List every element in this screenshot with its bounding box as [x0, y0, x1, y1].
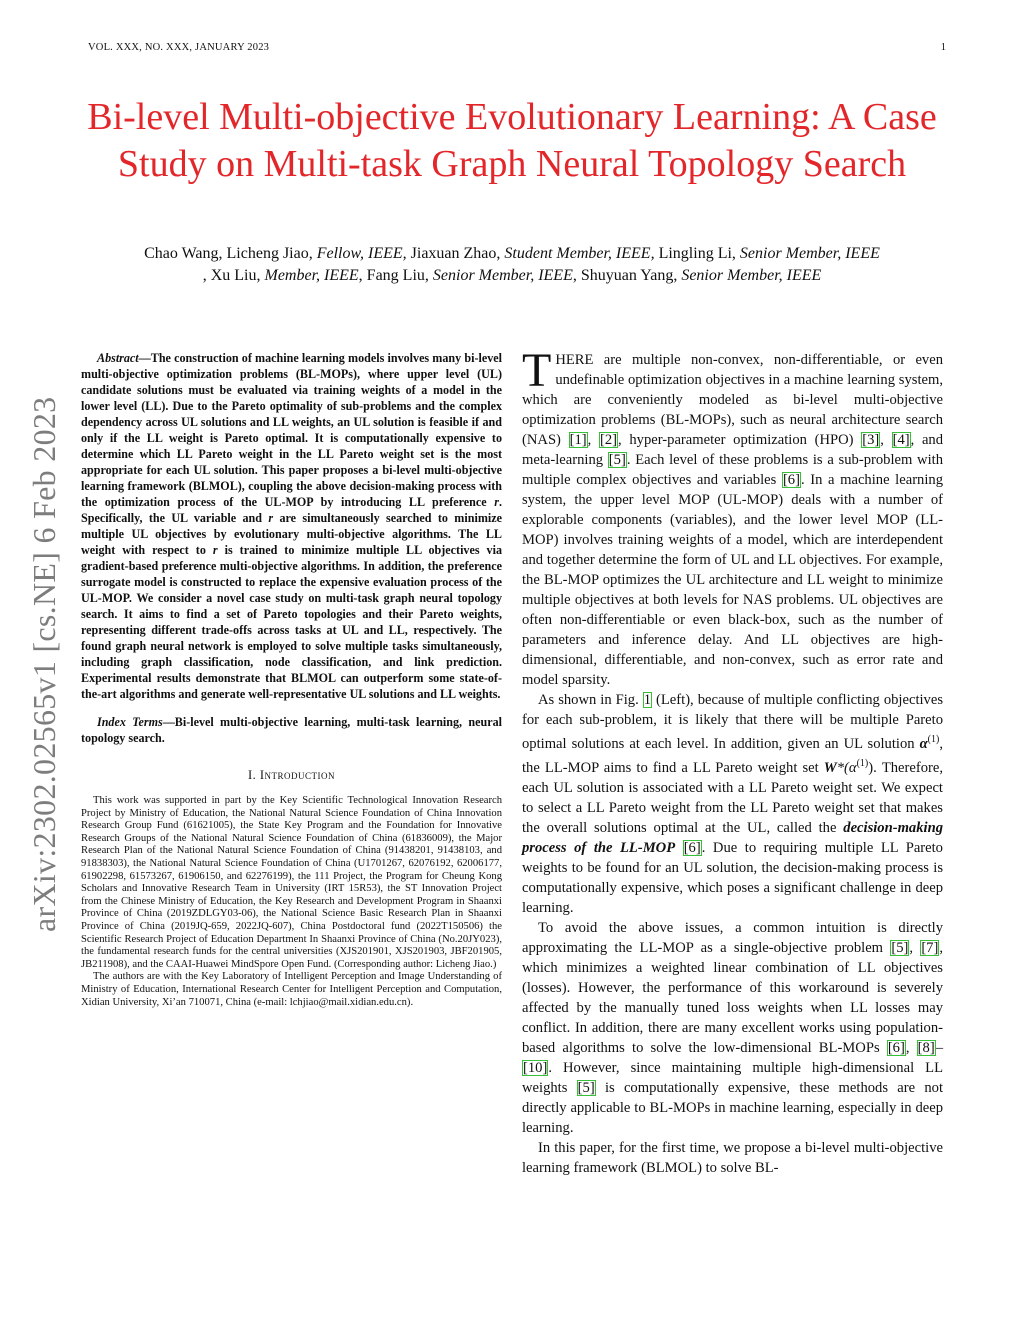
citation-link[interactable]: [5]	[891, 939, 909, 956]
intro-paragraph	[522, 918, 943, 1138]
text-run: , and meta-learning	[522, 432, 944, 468]
abstract	[81, 350, 502, 702]
text-run: . Each level of these problems is a sub-problem with multiple complex objectives and variables	[522, 452, 944, 488]
journal-header: VOL. XXX, NO. XXX, JANUARY 2023	[88, 42, 270, 53]
text-run: ,	[909, 939, 921, 956]
author-role: Senior Member, IEEE	[432, 267, 573, 284]
author-role: Senior Member, IEEE	[739, 245, 880, 262]
section-heading: I. Introduction	[247, 768, 336, 782]
paper-title: Bi-level Multi-objective Evolutionary Learning: A Case Study on Multi-task Graph Neural Topology Search	[87, 96, 937, 185]
author-text: Chao Wang, Licheng Jiao,	[144, 245, 317, 262]
author-list	[70, 243, 954, 287]
author-role: Member, IEEE	[264, 267, 359, 284]
math-W: W	[823, 759, 837, 776]
index-terms-label: Index Terms	[97, 715, 163, 729]
citation-link[interactable]: [8]	[917, 1039, 935, 1056]
emphasis: decision-making process of the LL-MOP	[522, 819, 943, 856]
right-column	[522, 344, 944, 1178]
citation-link[interactable]: [1]	[569, 432, 587, 448]
citation-link[interactable]: [3]	[862, 432, 880, 448]
author-role: Fellow, IEEE,	[316, 245, 407, 262]
text-run: To avoid the above issues, a common intuition is directly approximating the LL-MOP as a single-objective problem	[522, 919, 943, 956]
citation-link[interactable]: [4]	[892, 432, 910, 448]
figure-link[interactable]: 1	[643, 692, 652, 708]
text-run: . Due to requiring multiple LL Pareto weights to be found for an UL solution, the decision-making process is computationally expensive, which poses a significant challenge in deep learning.	[522, 839, 943, 916]
citation-link[interactable]: [5]	[577, 1079, 595, 1096]
math-r: r	[212, 543, 218, 557]
text-run: . Therefore, each UL solution is associated with a LL Pareto weight set. We expect to select a LL Pareto weight from the LL Pareto weight set that makes the overall solutions optimal at the UL, called the	[522, 759, 943, 836]
text-run: are multiple non-convex, non-differentiable, or even undefinable optimization objectives in a machine learning system, which are conveniently modeled as bi-level multi-objective optimization problems (BL-MOPs), such as neural architecture search (NAS)	[522, 352, 943, 448]
math-expression: *(α	[836, 759, 857, 776]
arxiv-stamp	[0, 0, 62, 932]
intro-paragraph	[522, 690, 943, 918]
abstract-text: —The construction of machine learning models involves many bi-level multi-objective optimization problems (BL-MOPs), where upper level (UL) candidate solutions must be evaluated via training weights of a model in the lower level (LL). Due to the Pareto optimality of sub-problems and the complex dependency across UL solutions and LL weights, an UL solution is feasible if and only if the LL weight is Pareto optimal. It is computationally expensive to determine which LL Pareto weight in the LL Pareto weight set is the most appropriate for each UL solution. This paper proposes a bi-level multi-objective learning framework (BLMOL), coupling the above decision-making process with the optimization process of the UL-MOP by introducing LL preference	[81, 351, 502, 509]
author-text: Jiaxuan Zhao,	[406, 245, 505, 262]
funding-footnote: This work was supported in part by the Key Scientific Technological Innovation Research Project by Ministry of Education, the National Natural Science Foundation of China Innovation Research Group Fund (61621005), the State Key Program and the Foundation for Innovative Research Groups of the National Natural Science Foundation of China (61836009), the Major Research Plan of the National Natural Science Foundation of China (91438201, 91438103, and 91838303), the National Natural Science Foundation of China (U1701267, 62076192, 62006177, 61902298, 61573267, 61906150, and 62276199), the 111 Project, the Program for Cheung Kong Scholars and Innovative Research Team in University (IRT 15R53), the ST Innovation Project from the Chinese Ministry of Education, the Key Research and Development Program in Shaanxi Province of China (2019ZDLGY03-06), the National Science Basic Research Plan in Shaanxi Province of China (2019JQ-659, 2022JQ-607), China Postdoctoral fund (2022T150506) the Scientific Research Project of Education Department In Shaanxi Province of China (No.20JY023), the fundamental research funds for the central universities (XJS201901, XJS201903, JBF201905, JB211908), and the CAAI-Huawei MindSpore Open Fund. (Corresponding author: Licheng Jiao.)	[81, 795, 502, 970]
abstract-text: is trained to minimize multiple LL objectives via gradient-based preference multi-objective algorithms. In addition, the preference surrogate model is constructed to replace the expensive evaluation process of the UL-MOP. We consider a novel case study on multi-task graph neural topology search. It aims to find a set of Pareto topologies and their Pareto weights, representing different trade-offs across tasks at UL and LL, respectively. The found graph neural network is employed to solve multiple tasks simultaneously, including graph classification, node classification, and link prediction. Experimental results demonstrate that BLMOL can outperform some state-of-the-art algorithms and generate well-representative UL solutions and LL weights.	[81, 543, 502, 701]
citation-link[interactable]: [6]	[887, 1039, 905, 1056]
left-column	[81, 350, 502, 1009]
page-number: 1	[940, 42, 946, 53]
text-run	[675, 840, 683, 856]
author-text: , Fang Liu,	[358, 267, 433, 284]
text-run: In this paper, for the first time, we propose a bi-level multi-objective learning framework (BLMOL) to solve BL-	[522, 1139, 943, 1176]
citation-link[interactable]: [2]	[599, 432, 618, 448]
text-run: ,	[880, 432, 892, 448]
affiliation-footnote: The authors are with the Key Laboratory of Intelligent Perception and Image Understanding of Ministry of Education, International Research Center for Intelligent Perception and Computation, Xidian University, Xi’an 710071, China (e-mail: lchjiao@mail.xidian.edu.cn).	[81, 971, 502, 1008]
citation-link[interactable]: [5]	[608, 452, 626, 468]
author-text: Lingling Li,	[654, 245, 740, 262]
small-caps-word: HERE	[555, 352, 594, 368]
abstract-text: are simultaneously searched to minimize multiple UL objectives by evolutionary multi-objective algorithms. The LL weight with respect to	[81, 511, 502, 557]
intro-paragraph	[522, 1138, 943, 1178]
author-role: Student Member, IEEE,	[504, 245, 655, 262]
intro-paragraph	[522, 344, 944, 690]
author-role: Senior Member, IEEE	[681, 267, 822, 284]
math-superscript: (1)	[856, 757, 869, 769]
math-superscript: (1)	[927, 734, 940, 745]
text-run: (Left), because of multiple conflicting objectives for each sub-problem, it is likely that there will be multiple Pareto optimal solutions at each level. In addition, given an UL solution	[522, 692, 944, 752]
text-run: ,	[587, 432, 599, 448]
text-run: . In a machine learning system, the upper level MOP (UL-MOP) deals with a number of explorable components (variables), and the lower level MOP (LL-MOP) involves training weights of a model, which are interdependent and together determine the form of UL and LL objectives. For example, the BL-MOP optimizes the UL architecture and LL weight to minimize multiple objectives at both levels for NAS problems. UL objectives are often non-differentiable or even black-box, such as the number of parameters and inference delay. And LL objectives are high-dimensional, differentiable, and non-convex, such as error rate and model sparsity.	[522, 472, 944, 688]
arxiv-id: arXiv:2302.02565v1 [cs.NE] 6 Feb 2023	[26, 396, 62, 932]
index-terms	[81, 714, 502, 746]
drop-cap: T	[522, 344, 552, 397]
text-run: , hyper-parameter optimization (HPO)	[618, 432, 862, 448]
citation-link[interactable]: [10]	[523, 1059, 548, 1076]
author-text: , Xu Liu,	[202, 267, 265, 284]
abstract-label: Abstract	[97, 351, 139, 365]
text-run: is computationally expensive, these methods are not directly applicable to BL-MOPs in machine learning, especially in deep learning.	[522, 1079, 943, 1136]
abstract-text: . Specifically, the UL variable and	[81, 495, 502, 525]
text-run: , the LL-MOP aims to find a LL Pareto weight set	[522, 735, 943, 776]
math-alpha: α	[919, 735, 928, 752]
math-expression: )	[868, 759, 874, 776]
text-run: . However, since maintaining multiple high-dimensional LL weights	[522, 1059, 943, 1096]
index-terms-text: —Bi-level multi-objective learning, multi-task learning, neural topology search.	[81, 715, 502, 745]
text-run: ,	[905, 1039, 917, 1056]
citation-link[interactable]: [6]	[683, 839, 701, 856]
math-r: r	[494, 495, 499, 509]
citation-link[interactable]: [6]	[782, 472, 800, 488]
text-run: As shown in Fig.	[538, 692, 643, 708]
text-run: –	[935, 1039, 943, 1056]
citation-link[interactable]: [7]	[921, 939, 939, 956]
author-text: , Shuyuan Yang,	[572, 267, 682, 284]
text-run: , which minimizes a weighted linear combination of LL objectives (losses). However, the performance of this workaround is severely affected by the manually tuned loss weights when LL losses may conflict. In addition, there are many excellent works using population-based algorithms to solve the low-dimensional BL-MOPs	[522, 939, 943, 1056]
math-r: r	[268, 511, 274, 525]
